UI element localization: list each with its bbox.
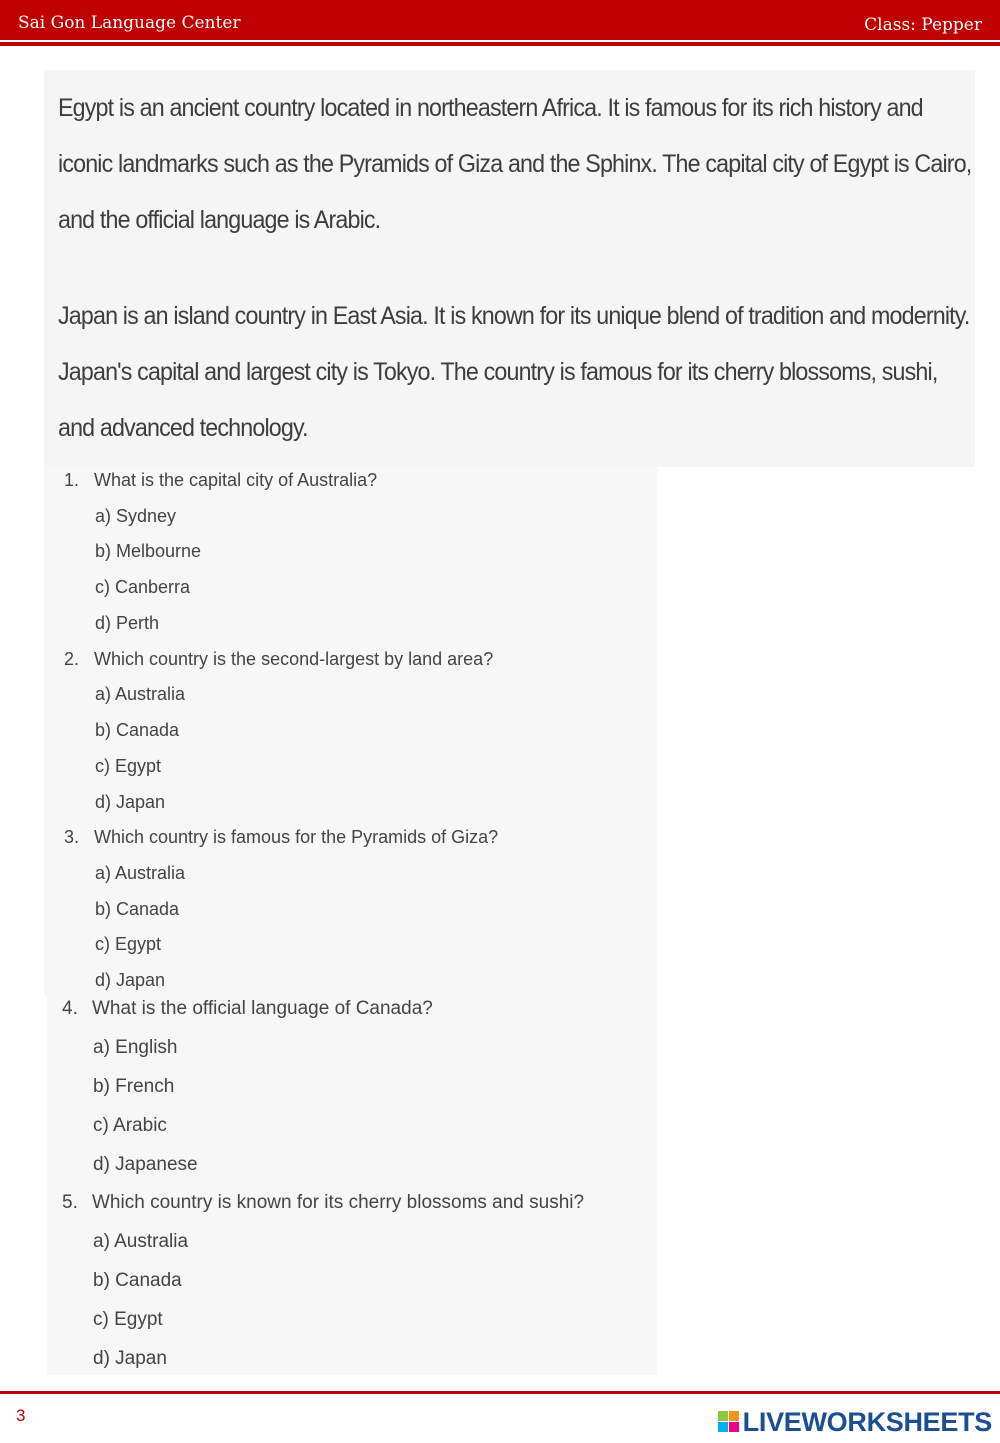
- question-number: 3.: [64, 827, 80, 847]
- header-divider: [0, 42, 1000, 46]
- option-4a[interactable]: a) English: [93, 1037, 178, 1058]
- option-3a[interactable]: a) Australia: [95, 863, 186, 883]
- option-4d[interactable]: d) Japanese: [93, 1154, 198, 1175]
- page-number: 3: [16, 1406, 26, 1425]
- question-number: 4.: [62, 998, 78, 1019]
- option-4b[interactable]: b) French: [93, 1076, 175, 1097]
- question-text: What is the official language of Canada?: [92, 998, 433, 1019]
- option-2a[interactable]: a) Australia: [95, 684, 186, 704]
- paragraph-egypt: Egypt is an ancient country located in northeastern Africa. It is famous for its rich history and iconic landmarks such as the Pyramids of Giza and the Sphinx. The capital city of Egypt is Cairo, and the official language is Arabic.: [58, 94, 972, 234]
- option-4c[interactable]: c) Arabic: [93, 1115, 167, 1136]
- option-2c[interactable]: c) Egypt: [95, 756, 162, 776]
- option-2d[interactable]: d) Japan: [95, 792, 166, 812]
- liveworksheets-logo[interactable]: [718, 1405, 992, 1439]
- center-name: Sai Gon Language Center: [18, 13, 241, 33]
- option-5d[interactable]: d) Japan: [93, 1348, 167, 1369]
- question-number: 2.: [64, 649, 80, 669]
- header-bar: [0, 0, 1000, 40]
- question-3: [64, 827, 498, 848]
- option-1d[interactable]: d) Perth: [95, 613, 160, 633]
- question-2: [64, 649, 493, 670]
- footer-divider: [0, 1391, 1000, 1394]
- option-3b[interactable]: b) Canada: [95, 899, 180, 919]
- option-3d[interactable]: d) Japan: [95, 970, 166, 990]
- question-number: 5.: [62, 1192, 78, 1213]
- question-number: 1.: [64, 470, 80, 490]
- paragraph-japan: Japan is an island country in East Asia. It is known for its unique blend of tradition and modernity. Japan's capital and largest city is Tokyo. The country is famous for its cherry blossoms, sushi, and advanced technology.: [58, 302, 970, 442]
- logo-text: LIVEWORKSHEETS: [742, 1406, 992, 1437]
- question-text: Which country is the second-largest by land area?: [94, 649, 494, 669]
- question-text: Which country is known for its cherry blossoms and sushi?: [92, 1192, 585, 1213]
- question-1: [64, 470, 377, 491]
- question-text: Which country is famous for the Pyramids of Giza?: [94, 827, 499, 847]
- option-5b[interactable]: b) Canada: [93, 1270, 182, 1291]
- logo-icon: [718, 1411, 740, 1433]
- option-1b[interactable]: b) Melbourne: [95, 541, 202, 561]
- question-4: [62, 998, 433, 1020]
- option-1c[interactable]: c) Canberra: [95, 577, 191, 597]
- option-5a[interactable]: a) Australia: [93, 1231, 189, 1252]
- reading-passage: [44, 70, 975, 467]
- option-5c[interactable]: c) Egypt: [93, 1309, 163, 1330]
- question-5: [62, 1192, 584, 1214]
- question-text: What is the capital city of Australia?: [94, 470, 378, 490]
- option-1a[interactable]: a) Sydney: [95, 506, 177, 526]
- option-3c[interactable]: c) Egypt: [95, 934, 162, 954]
- class-name: Class: Pepper: [864, 15, 982, 35]
- option-2b[interactable]: b) Canada: [95, 720, 180, 740]
